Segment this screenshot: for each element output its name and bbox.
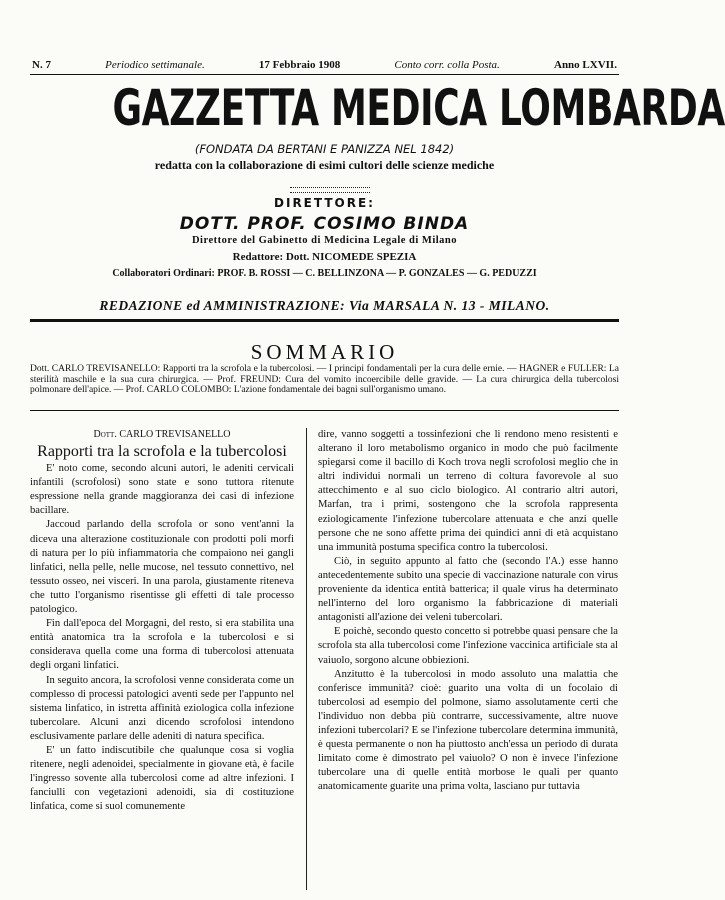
- director-name: DOTT. PROF. COSIMO BINDA: [179, 214, 470, 234]
- redattore: Redattore: Dott. NICOMEDE SPEZIA: [232, 251, 417, 263]
- paragraph: Ciò, in seguito appunto al fatto che (secondo l'A.) esse hanno antecedentemente subito una specie di vaccinazione naturale con virus proveniente da identica entità batterica; il quale virus ha determinato nell'interno del loro organismo la fabbricazione di materiali antagonisti all'azione dei veleni tubercolari.: [318, 555, 618, 624]
- article-right-column: [318, 428, 618, 794]
- issue-number: N. 7: [32, 59, 51, 71]
- founded-note: (FONDATA DA BERTANI E PANIZZA NEL 1842): [194, 142, 455, 156]
- paragraph: Anzitutto è la tubercolosi in modo assoluto una malattia che conferisce immunità? cioè: guarito una volta di un focolaio di tubercolosi ad esempio del polmone, siamo assolutamente certi che l'individuo non debba più contrarre, successivamente, altre nuove infezioni tubercolari? E se l'infezione tubercolare determina immunità, è questa permanente o non ha piuttosto anch'essa un periodo di durata limitato come è dimostrato pel vaiuolo? O non è invece l'infezione tubercolare una di quelle entità morbose le quali per quanto anatomicamente guarite una prima volta, lasciano pur tuttavia: [318, 668, 618, 793]
- sommario-rule: [30, 410, 619, 411]
- paragraph: Jaccoud parlando della scrofola or sono vent'anni la diceva una alterazione costituzionale con prodotti poli morfi di natura per lo più infiammatoria che compaiono nei gangli linfatici, nella pelle, nelle mucose, nel tessuto connettivo, nel tessuto osseo, nei visceri. In una parola, giustamente riteneva che tutto l'organismo risentisse gli effetti di tale processo patologico.: [30, 519, 294, 616]
- thick-rule: [30, 319, 619, 322]
- sommario-heading: SOMMARIO: [250, 340, 399, 364]
- issue-header: [32, 58, 617, 72]
- paragraph: E' noto come, secondo alcuni autori, le adeniti cervicali infantili (scrofolosi) sono state e sono tuttora ritenute espressione nella grande maggioranza dei casi di infezione bacillare.: [30, 463, 294, 517]
- header-rule: [30, 74, 619, 75]
- ornament-divider: [290, 187, 370, 193]
- sommario-text: Dott. CARLO TREVISANELLO: Rapporti tra la scrofola e la tubercolosi. — I principi fondamentali per la cura delle ernie. — HAGNER e FULLER: La sterilità maschile e la sua cura chirurgica. — Prof. FREUND: Cura del vomito incoercibile delle gravide. — La cura chirurgica della tubercolosi polmonare dell'apice. — Prof. CARLO COLOMBO: L'azione fondamentale dei bagni sull'organismo umano.: [30, 364, 619, 395]
- collaboratori: Collaboratori Ordinari: PROF. B. ROSSI — C. BELLINZONA — P. GONZALES — G. PEDUZZI: [112, 268, 537, 279]
- article-left-column: [30, 428, 294, 814]
- volume-year: Anno LXVII.: [554, 59, 617, 71]
- masthead-subtitle: redatta con la collaborazione di esimi cultori delle scienze mediche: [154, 158, 495, 172]
- director-label: DIRETTORE:: [274, 196, 375, 210]
- article-title: Rapporti tra la scrofola e la tubercolosi: [37, 443, 287, 461]
- paragraph: E' un fatto indiscutibile che qualunque cosa si voglia ritenere, negli adenoidei, specialmente in giovane età, è facile l'ingresso sovente alla tubercolosi come ad altre infezioni. I fanciulli con vegetazioni adenoidi, sia di costituzione linfatica, come si suol comunemente: [30, 744, 294, 813]
- paragraph: Fin dall'epoca del Morgagni, del resto, si era stabilita una entità anatomica tra la scrofola e la tubercolosi e si considerava quella come una forma di tubercolosi attenuata degli organi linfatici.: [30, 618, 294, 672]
- director-role: Direttore del Gabinetto di Medicina Legale di Milano: [191, 235, 458, 246]
- paragraph: In seguito ancora, la scrofolosi venne considerata come un complesso di processi patologici aventi sede per l'appunto nel sistema linfatico, in istretta affinità eziologica colla infezione tubercolare. Alcuni anzi dicendo scrofolosi intendono esclusivamente parlare delle adeniti di natura specifica.: [30, 674, 294, 742]
- paragraph: E poichè, secondo questo concetto si potrebbe quasi pensare che la scrofola sta alla tubercolosi come l'infezione vaccinica artificiale sta al vaiuolo, sorgono alcune obbiezioni.: [318, 626, 618, 666]
- article-author: Dott. CARLO TREVISANELLO: [93, 429, 231, 440]
- redazione-address: REDAZIONE ed AMMINISTRAZIONE: Via MARSALA N. 13 - MILANO.: [99, 298, 550, 313]
- issue-date: 17 Febbraio 1908: [258, 59, 341, 71]
- column-divider: [306, 428, 307, 890]
- periodicity: Periodico settimanale.: [105, 59, 205, 71]
- masthead-title: GAZZETTA MEDICA LOMBARDA: [112, 79, 725, 137]
- postal-note: Conto corr. colla Posta.: [394, 59, 500, 71]
- paragraph: dire, vanno soggetti a tossinfezioni che li rendono meno resistenti e alterano il loro metabolismo organico in modo che può facilmente spiegarsi come il bacillo di Koch trova negli scrofolosi meglio che in altri individui normali un terreno di coltura favorevole al suo attecchimento e al suo ciclo biologico. Al contrario altri autori, Marfan, tra i primi, sostengono che la scrofola rappresenta eziologicamente l'infezione tubercolare attenuata e che anzi quelle persone che ne sono affette prima dei quindici anni di età acquistano una immunità postuma specifica contro la tubercolosi.: [318, 429, 618, 553]
